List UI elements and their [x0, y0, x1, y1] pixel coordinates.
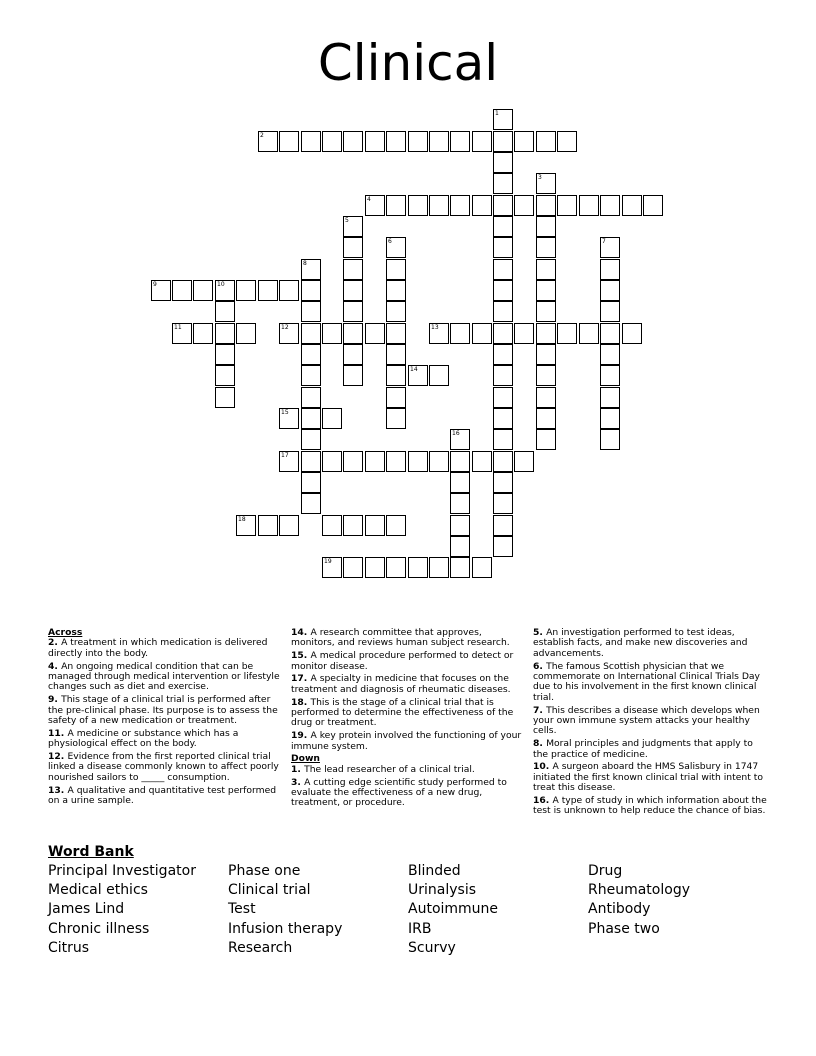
crossword-cell[interactable]: [536, 131, 556, 152]
clue-item-text: This describes a disease which develops when your own immune system attacks your healthy cells.: [533, 704, 760, 737]
clue-item-text: An ongoing medical condition that can be managed through medical intervention or lifestyle changes such as diet and exercise.: [48, 660, 280, 693]
crossword-cell[interactable]: [514, 195, 534, 216]
crossword-cell[interactable]: [343, 515, 363, 536]
clue-item-text: A surgeon aboard the HMS Salisbury in 1747 initiated the first known clinical trial with intent to treat this disease.: [533, 761, 763, 794]
word-bank-item: Autoimmune: [408, 901, 499, 918]
clue-item-number: 5.: [533, 627, 547, 638]
crossword-cell[interactable]: [450, 472, 470, 493]
clue-item-text: A medicine or substance which has a physiological effect on the body.: [48, 727, 239, 750]
crossword-cell[interactable]: [301, 259, 321, 280]
clue-item: [533, 662, 769, 704]
crossword-cell[interactable]: [472, 195, 492, 216]
crossword-cell[interactable]: [429, 557, 449, 578]
crossword-cell[interactable]: [236, 323, 256, 344]
word-bank-item: Blinded: [408, 863, 461, 879]
word-bank-item: Phase one: [228, 863, 301, 879]
crossword-cell[interactable]: [172, 280, 192, 301]
crossword-cell[interactable]: [600, 323, 620, 344]
crossword-cell[interactable]: [215, 301, 235, 322]
crossword-cell[interactable]: [386, 280, 406, 301]
clue-item-text: A treatment in which medication is delivered directly into the body.: [48, 637, 268, 659]
clue-item: [533, 739, 769, 760]
crossword-cell[interactable]: [236, 280, 256, 301]
clue-item-number: 18.: [291, 696, 311, 708]
crossword-cell[interactable]: [493, 408, 513, 429]
clue-item: [291, 778, 527, 809]
crossword-cell[interactable]: [622, 323, 642, 344]
word-bank-item: Research: [228, 939, 293, 956]
crossword-cell[interactable]: [450, 131, 470, 152]
clue-column-3: [533, 628, 769, 819]
crossword-cell[interactable]: [536, 365, 556, 386]
crossword-cell[interactable]: [493, 451, 513, 472]
crossword-cell[interactable]: [343, 323, 363, 344]
crossword-cell[interactable]: [322, 131, 342, 152]
word-bank-item: James Lind: [48, 901, 125, 918]
crossword-cell[interactable]: [386, 365, 406, 386]
word-bank-item: Phase two: [588, 920, 660, 937]
clue-item: [533, 706, 769, 737]
crossword-cell[interactable]: [493, 280, 513, 301]
crossword-cell[interactable]: [536, 173, 556, 194]
crossword-cell[interactable]: [493, 344, 513, 365]
crossword-cell[interactable]: [450, 429, 470, 450]
crossword-cell[interactable]: [365, 323, 385, 344]
word-bank-item: Urinalysis: [408, 882, 476, 899]
crossword-cell[interactable]: [557, 323, 577, 344]
crossword-cell[interactable]: [514, 131, 534, 152]
crossword-cell[interactable]: [450, 536, 470, 557]
crossword-cell[interactable]: [386, 515, 406, 536]
crossword-cell[interactable]: [493, 493, 513, 514]
crossword-cell[interactable]: [258, 515, 278, 536]
crossword-cell[interactable]: [151, 280, 171, 301]
crossword-cell[interactable]: [279, 451, 299, 472]
crossword-cell[interactable]: [258, 131, 278, 152]
crossword-cell[interactable]: [408, 195, 428, 216]
crossword-cell[interactable]: [343, 557, 363, 578]
clue-number: 11: [174, 324, 182, 331]
crossword-cell[interactable]: [322, 515, 342, 536]
clue-item-text: The famous Scottish physician that we commemorate on International Clinical Trials Day due to his involvement in the first known clinical trial.: [533, 660, 760, 703]
crossword-cell[interactable]: [386, 451, 406, 472]
clue-number: 18: [238, 516, 246, 523]
clue-number: 6: [388, 238, 392, 245]
clue-item-number: 8.: [533, 738, 547, 750]
crossword-cell[interactable]: [429, 195, 449, 216]
clue-number: 5: [345, 217, 349, 224]
crossword-cell[interactable]: [301, 323, 321, 344]
clue-item: [48, 662, 284, 693]
crossword-cell[interactable]: [215, 365, 235, 386]
crossword-cell[interactable]: [493, 152, 513, 173]
crossword-cell[interactable]: [472, 323, 492, 344]
word-bank-column-1: [48, 862, 196, 958]
clue-item-number: 1.: [291, 763, 305, 775]
crossword-cell[interactable]: [236, 515, 256, 536]
clue-item-text: Evidence from the first reported clinical trial linked a disease commonly known to affect poorly nourished sailors to _____ consumption.: [48, 751, 279, 783]
word-bank-item: IRB: [408, 920, 432, 937]
crossword-cell[interactable]: [493, 216, 513, 237]
crossword-cell[interactable]: [493, 173, 513, 194]
clue-item-number: 9.: [48, 694, 62, 706]
clue-number: 7: [602, 238, 606, 245]
clue-item: [291, 731, 527, 752]
crossword-cell[interactable]: [193, 323, 213, 344]
crossword-cell[interactable]: [215, 280, 235, 301]
clue-item-number: 6.: [533, 660, 547, 672]
crossword-cell[interactable]: [429, 451, 449, 472]
down-heading: Down: [291, 753, 320, 765]
clue-item: [533, 796, 769, 817]
crossword-cell[interactable]: [450, 557, 470, 578]
word-bank-column-2: [228, 862, 342, 958]
crossword-cell[interactable]: [301, 365, 321, 386]
crossword-cell[interactable]: [343, 216, 363, 237]
crossword-cell[interactable]: [493, 515, 513, 536]
word-bank-item: Drug: [588, 863, 623, 879]
clue-number: 10: [217, 281, 225, 288]
crossword-cell[interactable]: [493, 237, 513, 258]
crossword-cell[interactable]: [279, 408, 299, 429]
crossword-cell[interactable]: [536, 408, 556, 429]
crossword-cell[interactable]: [322, 557, 342, 578]
clue-item-text: A key protein involved the functioning of your immune system.: [291, 730, 522, 752]
clue-number: 1: [495, 110, 499, 117]
crossword-cell[interactable]: [301, 408, 321, 429]
crossword-cell[interactable]: [301, 493, 321, 514]
clue-item-text: The lead researcher of a clinical trial.: [304, 763, 475, 775]
crossword-cell[interactable]: [514, 451, 534, 472]
clue-item-number: 19.: [291, 730, 311, 742]
clue-column-2: [291, 628, 527, 811]
crossword-cell[interactable]: [493, 365, 513, 386]
crossword-cell[interactable]: [322, 408, 342, 429]
clue-item-text: An investigation performed to test ideas, establish facts, and make new discoveries and advancements.: [533, 627, 748, 659]
crossword-cell[interactable]: [301, 472, 321, 493]
clue-column-1: [48, 628, 284, 809]
crossword-cell[interactable]: [365, 451, 385, 472]
crossword-cell[interactable]: [408, 557, 428, 578]
crossword-cell[interactable]: [429, 131, 449, 152]
clue-item-text: Moral principles and judgments that apply to the practice of medicine.: [533, 738, 753, 760]
crossword-cell[interactable]: [536, 323, 556, 344]
crossword-cell[interactable]: [450, 451, 470, 472]
crossword-cell[interactable]: [557, 131, 577, 152]
clue-item-text: This is the stage of a clinical trial that is performed to determine the effectiveness of the drug or treatment.: [291, 696, 514, 729]
across-clues-list: [48, 638, 284, 806]
crossword-cell[interactable]: [343, 280, 363, 301]
crossword-cell[interactable]: [301, 280, 321, 301]
crossword-cell[interactable]: [450, 195, 470, 216]
crossword-cell[interactable]: [472, 557, 492, 578]
crossword-cell[interactable]: [279, 323, 299, 344]
clue-item: [291, 628, 527, 649]
crossword-cell[interactable]: [514, 323, 534, 344]
crossword-cell[interactable]: [279, 131, 299, 152]
clue-number: 19: [324, 558, 332, 565]
crossword-cell[interactable]: [279, 280, 299, 301]
clue-item: [48, 638, 284, 659]
page-title: Clinical: [317, 34, 499, 92]
clue-item-text: A medical procedure performed to detect or monitor disease.: [291, 650, 514, 672]
clue-item-number: 4.: [48, 660, 62, 672]
clue-item: [291, 651, 527, 672]
clue-number: 8: [303, 260, 307, 267]
crossword-cell[interactable]: [386, 195, 406, 216]
across-clues-list-continued: [291, 628, 527, 752]
crossword-cell[interactable]: [600, 195, 620, 216]
crossword-cell[interactable]: [301, 387, 321, 408]
clue-item-text: This stage of a clinical trial is performed after the pre-clinical phase. Its purpose is to assess the safety of a new medication or treatment.: [48, 694, 278, 727]
word-bank-item: Medical ethics: [48, 882, 148, 899]
clue-number: 2: [260, 132, 264, 139]
clue-item: [48, 729, 284, 750]
clue-item-number: 7.: [533, 704, 547, 716]
clue-item: [291, 698, 527, 729]
crossword-cell[interactable]: [536, 259, 556, 280]
crossword-cell[interactable]: [600, 301, 620, 322]
clue-item-number: 15.: [291, 650, 311, 662]
clue-item-number: 17.: [291, 673, 311, 685]
crossword-cell[interactable]: [172, 323, 192, 344]
clue-item: [533, 628, 769, 659]
crossword-cell[interactable]: [493, 109, 513, 130]
word-bank-column-4: [588, 862, 690, 939]
crossword-cell[interactable]: [408, 365, 428, 386]
crossword-cell[interactable]: [386, 237, 406, 258]
crossword-cell[interactable]: [450, 515, 470, 536]
crossword-cell[interactable]: [493, 536, 513, 557]
word-bank-column-3: [408, 862, 498, 958]
crossword-cell[interactable]: [215, 344, 235, 365]
crossword-cell[interactable]: [450, 323, 470, 344]
clue-item: [48, 752, 284, 783]
word-bank-item: Clinical trial: [228, 882, 311, 899]
crossword-cell[interactable]: [600, 344, 620, 365]
crossword-cell[interactable]: [386, 131, 406, 152]
word-bank-item: Test: [228, 901, 256, 918]
crossword-cell[interactable]: [600, 365, 620, 386]
clue-item-number: 13.: [48, 784, 68, 796]
crossword-cell[interactable]: [322, 323, 342, 344]
clue-item: [533, 762, 769, 793]
crossword-cell[interactable]: [536, 344, 556, 365]
crossword-cell[interactable]: [322, 451, 342, 472]
crossword-cell[interactable]: [536, 280, 556, 301]
clue-item-number: 11.: [48, 727, 68, 739]
word-bank-title: Word Bank: [48, 844, 134, 860]
clue-number: 17: [281, 452, 289, 459]
clue-number: 15: [281, 409, 289, 416]
crossword-cell[interactable]: [622, 195, 642, 216]
crossword-cell[interactable]: [493, 323, 513, 344]
crossword-cell[interactable]: [600, 387, 620, 408]
crossword-cell[interactable]: [343, 237, 363, 258]
crossword-cell[interactable]: [493, 131, 513, 152]
clue-item-number: 14.: [291, 627, 311, 638]
word-bank-item: Antibody: [588, 901, 651, 918]
crossword-cell[interactable]: [386, 557, 406, 578]
crossword-cell[interactable]: [343, 301, 363, 322]
word-bank-item: Infusion therapy: [228, 920, 343, 937]
crossword-cell[interactable]: [343, 344, 363, 365]
crossword-cell[interactable]: [450, 493, 470, 514]
crossword-cell[interactable]: [429, 323, 449, 344]
clue-item: [48, 786, 284, 807]
down-clues-list-continued: [533, 628, 769, 817]
crossword-cell[interactable]: [557, 195, 577, 216]
crossword-cell[interactable]: [493, 259, 513, 280]
clue-number: 4: [367, 196, 371, 203]
crossword-cell[interactable]: [279, 515, 299, 536]
clue-item-number: 3.: [291, 776, 305, 788]
crossword-cell[interactable]: [386, 344, 406, 365]
word-bank-item: Rheumatology: [588, 882, 690, 899]
crossword-cell[interactable]: [215, 323, 235, 344]
clue-item: [291, 674, 527, 695]
crossword-cell[interactable]: [301, 451, 321, 472]
crossword-cell[interactable]: [386, 408, 406, 429]
crossword-cell[interactable]: [579, 195, 599, 216]
word-bank-item: Principal Investigator: [48, 863, 196, 879]
crossword-cell[interactable]: [643, 195, 663, 216]
crossword-cell[interactable]: [600, 280, 620, 301]
crossword-cell[interactable]: [343, 365, 363, 386]
clue-item: [48, 695, 284, 726]
word-bank-item: Citrus: [48, 939, 90, 956]
clue-item-number: 12.: [48, 751, 68, 763]
clue-item-number: 16.: [533, 795, 553, 807]
clue-number: 12: [281, 324, 289, 331]
crossword-cell[interactable]: [536, 237, 556, 258]
crossword-cell[interactable]: [536, 195, 556, 216]
crossword-cell[interactable]: [386, 387, 406, 408]
clue-number: 13: [431, 324, 439, 331]
clue-item-text: A qualitative and quantitative test performed on a urine sample.: [48, 784, 277, 807]
word-bank-item: Chronic illness: [48, 920, 150, 937]
crossword-cell[interactable]: [258, 280, 278, 301]
across-heading: Across: [48, 627, 83, 638]
crossword-cell[interactable]: [536, 216, 556, 237]
crossword-cell[interactable]: [193, 280, 213, 301]
clue-item-number: 10.: [533, 761, 553, 773]
crossword-cell[interactable]: [343, 131, 363, 152]
crossword-cell[interactable]: [386, 301, 406, 322]
crossword-cell[interactable]: [365, 557, 385, 578]
crossword-cell[interactable]: [493, 195, 513, 216]
crossword-cell[interactable]: [493, 429, 513, 450]
crossword-cell[interactable]: [408, 451, 428, 472]
clue-item-text: A type of study in which information about the test is unknown to help reduce the chance of bias.: [533, 795, 767, 817]
crossword-cell[interactable]: [301, 344, 321, 365]
crossword-cell[interactable]: [600, 259, 620, 280]
crossword-cell[interactable]: [408, 131, 428, 152]
clue-item-text: A specialty in medicine that focuses on the treatment and diagnosis of rheumatic diseases.: [291, 673, 511, 695]
crossword-cell[interactable]: [579, 323, 599, 344]
crossword-cell[interactable]: [600, 429, 620, 450]
crossword-cell[interactable]: [600, 237, 620, 258]
crossword-cell[interactable]: [365, 131, 385, 152]
clue-item: [291, 765, 527, 775]
crossword-cell[interactable]: [301, 429, 321, 450]
crossword-cell[interactable]: [493, 472, 513, 493]
crossword-cell[interactable]: [215, 387, 235, 408]
crossword-cell[interactable]: [365, 515, 385, 536]
clue-number: 9: [153, 281, 157, 288]
crossword-cell[interactable]: [386, 259, 406, 280]
crossword-cell[interactable]: [536, 301, 556, 322]
crossword-cell[interactable]: [365, 195, 385, 216]
crossword-cell[interactable]: [600, 408, 620, 429]
clue-number: 3: [538, 174, 542, 181]
crossword-cell[interactable]: [472, 131, 492, 152]
word-bank-item: Scurvy: [408, 939, 456, 956]
clue-item-number: 2.: [48, 637, 62, 649]
crossword-cell[interactable]: [472, 451, 492, 472]
clue-number: 16: [452, 430, 460, 437]
crossword-cell[interactable]: [343, 259, 363, 280]
crossword-cell[interactable]: [536, 429, 556, 450]
crossword-cell[interactable]: [343, 451, 363, 472]
crossword-cell[interactable]: [301, 131, 321, 152]
clue-item-text: A cutting edge scientific study performed to evaluate the effectiveness of a new drug, treatment, or procedure.: [291, 776, 507, 809]
crossword-cell[interactable]: [429, 365, 449, 386]
crossword-cell[interactable]: [301, 301, 321, 322]
crossword-cell[interactable]: [536, 387, 556, 408]
clue-item-text: A research committee that approves, monitors, and reviews human subject research.: [291, 627, 510, 649]
crossword-cell[interactable]: [386, 323, 406, 344]
crossword-cell[interactable]: [493, 301, 513, 322]
clue-number: 14: [410, 366, 418, 373]
down-clues-list: [291, 765, 527, 809]
crossword-cell[interactable]: [493, 387, 513, 408]
